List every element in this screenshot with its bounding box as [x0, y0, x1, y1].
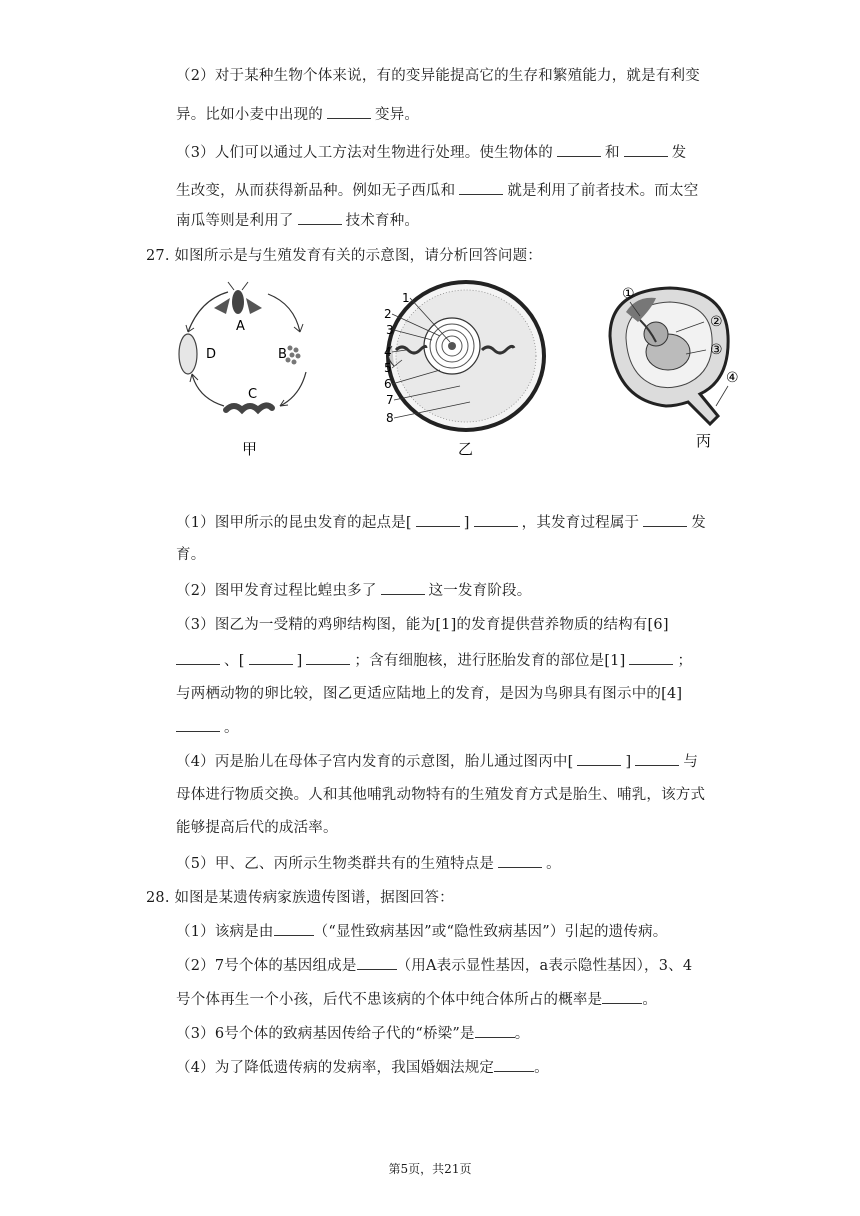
answer-blank[interactable] [474, 512, 518, 527]
answer-blank[interactable] [557, 142, 601, 157]
q27-sub4-line3: 能够提高后代的成活率。 [176, 820, 338, 836]
q26-part3-line2: 生改变，从而获得新品种。例如无子西瓜和 就是利用了前者技术。而太空 [176, 180, 698, 201]
egg-part-7: 7 [386, 393, 394, 407]
q28-sub3: （3）6号个体的致病基因传给子代的“桥梁”是 。 [176, 1023, 529, 1044]
answer-blank[interactable] [416, 512, 460, 527]
answer-blank[interactable] [306, 650, 350, 665]
egg-part-5: 5 [384, 361, 392, 375]
answer-blank[interactable] [475, 1023, 515, 1038]
reproduction-diagram [170, 276, 750, 466]
q28-stem: 28. 如图是某遗传病家族遗传图谱，据图回答： [146, 890, 454, 906]
answer-blank[interactable] [176, 717, 220, 732]
insect-life-cycle [179, 282, 306, 458]
answer-blank[interactable] [577, 751, 621, 766]
q28-sub4: （4）为了降低遗传病的发病率，我国婚姻法规定 。 [176, 1057, 549, 1078]
egg-part-3: 3 [386, 323, 394, 337]
chicken-egg-structure [384, 282, 544, 458]
answer-blank[interactable] [624, 142, 668, 157]
answer-blank[interactable] [357, 955, 397, 970]
answer-blank[interactable] [635, 751, 679, 766]
q27-sub3-line2: 、[ ] ；含有细胞核，进行胚胎发育的部位是[1] ； [176, 650, 692, 671]
figure-label-bing: 丙 [696, 432, 712, 450]
stage-label-a: A [236, 319, 245, 334]
q28-sub2-line2: 号个体再生一个小孩，后代不患该病的个体中纯合体所占的概率是 。 [176, 989, 657, 1010]
answer-blank[interactable] [643, 512, 687, 527]
q27-sub4-line2: 母体进行物质交换。人和其他哺乳动物特有的生殖发育方式是胎生、哺乳，该方式 [176, 787, 706, 803]
answer-blank[interactable] [459, 180, 503, 195]
answer-blank[interactable] [381, 580, 425, 595]
fetus-in-uterus [610, 286, 739, 450]
q27-sub2: （2）图甲发育过程比蝗虫多了 这一发育阶段。 [176, 580, 531, 601]
q26-part3-line1: （3）人们可以通过人工方法对生物进行处理。使生物体的 和 发 [176, 142, 686, 163]
stage-label-c: C [248, 387, 258, 402]
answer-blank[interactable] [176, 650, 220, 665]
answer-blank[interactable] [274, 921, 314, 936]
stage-label-b: B [278, 347, 287, 362]
figure-label-yi: 乙 [458, 440, 474, 458]
q27-sub4-line1: （4）丙是胎儿在母体子宫内发育的示意图，胎儿通过图丙中[ ] 与 [176, 751, 698, 772]
egg-part-8: 8 [386, 411, 394, 425]
uterus-part-4: ④ [726, 370, 739, 386]
answer-blank[interactable] [298, 210, 342, 225]
uterus-part-2: ② [710, 314, 723, 330]
answer-blank[interactable] [498, 853, 542, 868]
q27-stem: 27. 如图所示是与生殖发育有关的示意图，请分析回答问题： [146, 248, 542, 264]
answer-blank[interactable] [602, 989, 642, 1004]
q27-sub1-line1: （1）图甲所示的昆虫发育的起点是[ ] ，其发育过程属于 发 [176, 512, 706, 533]
q27-figure [170, 276, 750, 466]
egg-part-6: 6 [384, 377, 392, 391]
egg-part-2: 2 [384, 307, 392, 321]
page-footer: 第5页，共21页 [388, 1162, 472, 1176]
q28-sub1: （1）该病是由 （“显性致病基因”或“隐性致病基因”）引起的遗传病。 [176, 921, 667, 942]
q27-sub3-line3: 与两栖动物的卵比较，图乙更适应陆地上的发育，是因为鸟卵具有图示中的[4] [176, 686, 683, 702]
q27-sub3-line1: （3）图乙为一受精的鸡卵结构图，能为[1]的发育提供营养物质的结构有[6] [176, 617, 669, 633]
figure-label-jia: 甲 [242, 440, 258, 458]
q27-sub3-line4: 。 [176, 717, 239, 738]
answer-blank[interactable] [327, 104, 371, 119]
egg-part-1: 1 [402, 291, 410, 305]
q26-part2-line2: 异。比如小麦中出现的 变异。 [176, 104, 419, 125]
q26-part3-line3: 南瓜等则是利用了 技术育种。 [176, 210, 419, 231]
q27-sub1-line2: 育。 [176, 547, 206, 563]
stage-label-d: D [206, 347, 217, 362]
egg-part-4: 4 [384, 345, 392, 359]
answer-blank[interactable] [629, 650, 673, 665]
uterus-part-3: ③ [710, 342, 723, 358]
q28-sub2-line1: （2）7号个体的基因组成是 （用A表示显性基因，a表示隐性基因），3、4 [176, 955, 692, 976]
q26-part2-line1: （2）对于某种生物个体来说，有的变异能提高它的生存和繁殖能力，就是有利变 [176, 68, 700, 84]
q27-sub5: （5）甲、乙、丙所示生物类群共有的生殖特点是 。 [176, 853, 561, 874]
answer-blank[interactable] [249, 650, 293, 665]
uterus-part-1: ① [622, 286, 635, 302]
answer-blank[interactable] [494, 1057, 534, 1072]
